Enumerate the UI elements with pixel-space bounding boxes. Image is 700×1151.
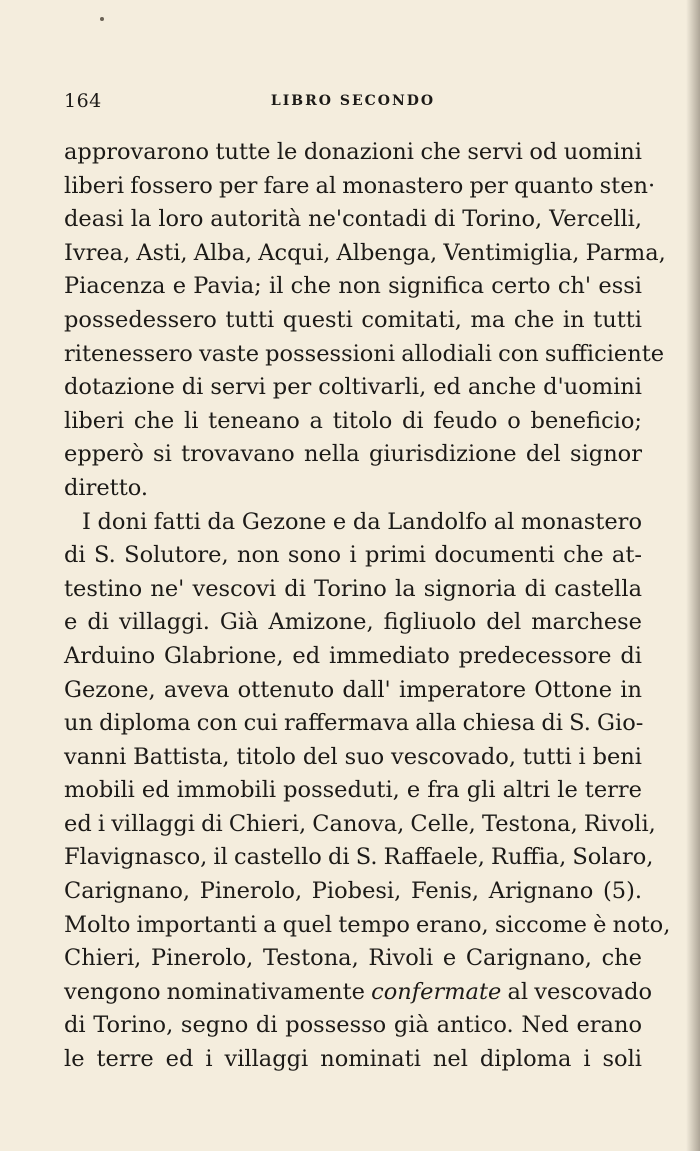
page-header: [64, 90, 642, 116]
text-line: Flavignasco, il castello di S. Raffaele, Ruffia, Solaro,: [64, 844, 654, 871]
text-line: e di villaggi. Già Amizone, figliuolo del marchese: [64, 609, 642, 636]
ink-speck: [100, 17, 104, 21]
text-line: di Torino, segno di possesso già antico. Ned erano: [64, 1012, 642, 1039]
text-line: mobili ed immobili posseduti, e fra gli altri le terre: [64, 777, 642, 804]
text-line: Carignano, Pinerolo, Piobesi, Fenis, Arignano (5).: [64, 878, 642, 905]
text-line: liberi che li teneano a titolo di feudo o beneficio;: [64, 407, 642, 434]
text-line: Molto importanti a quel tempo erano, siccome è noto,: [64, 911, 671, 938]
text-line: Arduino Glabrione, ed immediato predecessore di: [64, 642, 642, 669]
text-line: Chieri, Pinerolo, Testona, Rivoli e Carignano, che: [64, 945, 642, 972]
paragraph-end-line: diretto.: [64, 474, 149, 501]
text-line: deasi la loro autorità ne'contadi di Torino, Vercelli,: [64, 206, 642, 233]
text-line: testino ne' vescovi di Torino la signoria di castella: [64, 575, 642, 602]
text-segment: vengono nominativamente: [64, 978, 365, 1005]
text-line: ritenessero vaste possessioni allodiali con sufficiente: [64, 340, 665, 367]
text-line: ed i villaggi di Chieri, Canova, Celle, Testona, Rivoli,: [64, 810, 656, 837]
text-line: vanni Battista, titolo del suo vescovado, tutti i beni: [64, 743, 642, 770]
text-line: di S. Solutore, non sono i primi documenti che at-: [64, 542, 642, 569]
text-line: Ivrea, Asti, Alba, Acqui, Albenga, Ventimiglia, Parma,: [64, 239, 666, 266]
text-line: un diploma con cui raffermava alla chiesa di S. Gio-: [64, 710, 644, 737]
text-segment: al vescovado: [507, 978, 653, 1005]
running-head: LIBRO SECONDO: [270, 93, 436, 109]
text-line: possedessero tutti questi comitati, ma che in tutti: [64, 306, 642, 333]
body-text: [64, 136, 671, 1077]
page-edge-shadow: [686, 0, 700, 1151]
text-line-with-italic: [64, 976, 653, 1010]
text-line: Gezone, aveva ottenuto dall' imperatore Ottone in: [64, 676, 642, 703]
text-line: dotazione di servi per coltivarli, ed anche d'uomini: [64, 374, 642, 401]
text-line: le terre ed i villaggi nominati nel diploma i soli: [64, 1046, 642, 1073]
text-line: Piacenza e Pavia; il che non significa certo ch' essi: [64, 273, 642, 300]
text-line: liberi fossero per fare al monastero per quanto sten·: [64, 172, 656, 199]
text-line: epperò si trovavano nella giurisdizione del signor: [64, 441, 642, 468]
paragraph-start-line: I doni fatti da Gezone e da Landolfo al monastero: [82, 508, 642, 535]
page-number: 164: [64, 90, 102, 112]
text-line: approvarono tutte le donazioni che servi od uomini: [64, 139, 642, 165]
italic-word: confermate: [371, 978, 502, 1005]
